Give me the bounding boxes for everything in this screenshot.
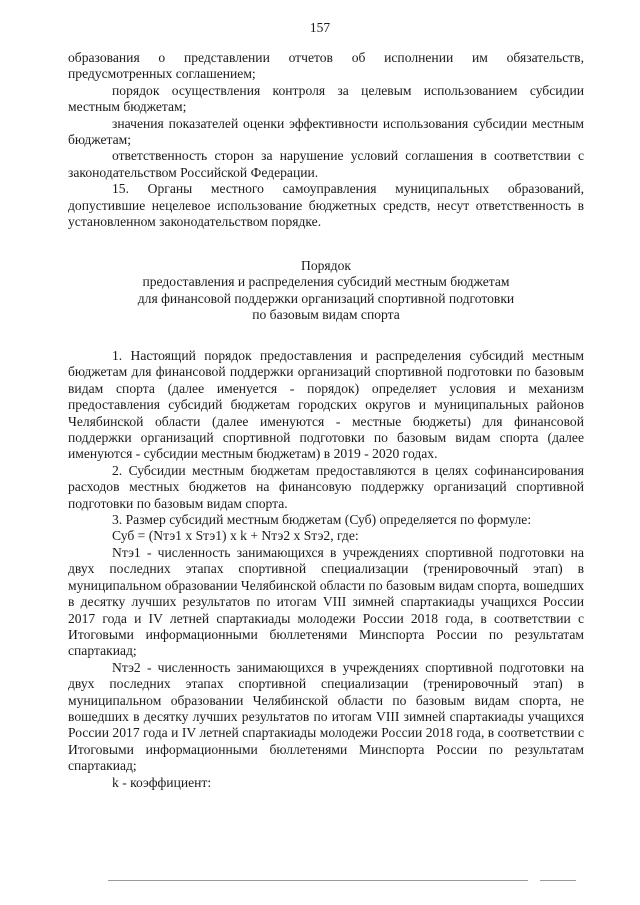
preceding-section-text <box>68 50 584 230</box>
paragraph-control-procedure: порядок осуществления контроля за целевым использованием субсидии местным бюджетам; <box>68 82 584 115</box>
title-line-3: для финансовой поддержки организаций спортивной подготовки <box>137 290 515 306</box>
paragraph-item-1: 1. Настоящий порядок предоставления и распределения субсидий местным бюджетам для финансовой поддержки организаций спортивной подготовки по базовым видам спорта (далее именуется - порядок) определяет условия и механизм предоставления субсидий бюджетам городских округов и муниципальных районов Челябинской области (далее именуются - местные бюджеты) для финансовой поддержки организаций спортивной подготовки по базовым видам спорта (далее именуются - субсидии местным бюджетам) в 2019 - 2020 годах. <box>68 348 584 462</box>
paragraph-nte2-definition: Nтэ2 - численность занимающихся в учреждениях спортивной подготовки на двух последних этапах спортивной специализации (тренировочный этап) в муниципальном образовании Челябинской области по базовым видам спорта, не вошедших в десятку лучших результатов по итогам VIII зимней спартакиады учащихся России 2017 года и IV летней спартакиады молодежи России 2018 года, в соответствии с Итоговыми информационными бюллетенями Минспорта России по результатам спартакиад; <box>68 659 584 774</box>
paragraph-reporting: образования о представлении отчетов об исполнении им обязательств, предусмотренных соглашением; <box>68 50 584 82</box>
procedure-body <box>68 348 584 791</box>
page-number: 157 <box>309 20 331 35</box>
title-line-4: по базовым видам спорта <box>252 307 400 323</box>
bottom-divider-short <box>540 880 576 881</box>
paragraph-item-2: 2. Субсидии местным бюджетам предоставляются в целях софинансирования расходов местных бюджетов на финансовую поддержку организаций спортивной подготовки по базовым видам спорта. <box>68 462 584 511</box>
paragraph-liability: ответственность сторон за нарушение условий соглашения в соответствии с законодательством Российской Федерации. <box>68 148 584 180</box>
title-line-1: Порядок <box>301 258 351 273</box>
paragraph-k-coefficient: k - коэффициент: <box>112 774 212 790</box>
title-line-2: предоставления и распределения субсидий местным бюджетам <box>142 274 510 290</box>
paragraph-item-3: 3. Размер субсидий местным бюджетам (Суб) определяется по формуле: <box>112 512 532 528</box>
bottom-divider <box>108 880 528 881</box>
paragraph-nte1-definition: Nтэ1 - численность занимающихся в учреждениях спортивной подготовки на двух последних этапах спортивной специализации (тренировочный этап) в муниципальном образовании Челябинской области по базовым видам спорта, вошедших в десятку лучших результатов по итогам VIII зимней спартакиады учащихся России 2017 года и IV летней спартакиады молодежи России 2018 года, в соответствии с Итоговыми информационными бюллетенями Минспорта России по результатам спартакиад; <box>68 544 584 659</box>
document-title <box>68 258 584 324</box>
paragraph-efficiency-indicators: значения показателей оценки эффективности использования субсидии местным бюджетам; <box>68 115 584 148</box>
formula-line: Суб = (Nтэ1 x Sтэ1) x k + Nтэ2 x Sтэ2, где: <box>112 528 359 544</box>
paragraph-item-15: 15. Органы местного самоуправления муниципальных образований, допустившие нецелевое использование бюджетных средств, несут ответственность в установленном законодательством порядке. <box>68 181 584 230</box>
